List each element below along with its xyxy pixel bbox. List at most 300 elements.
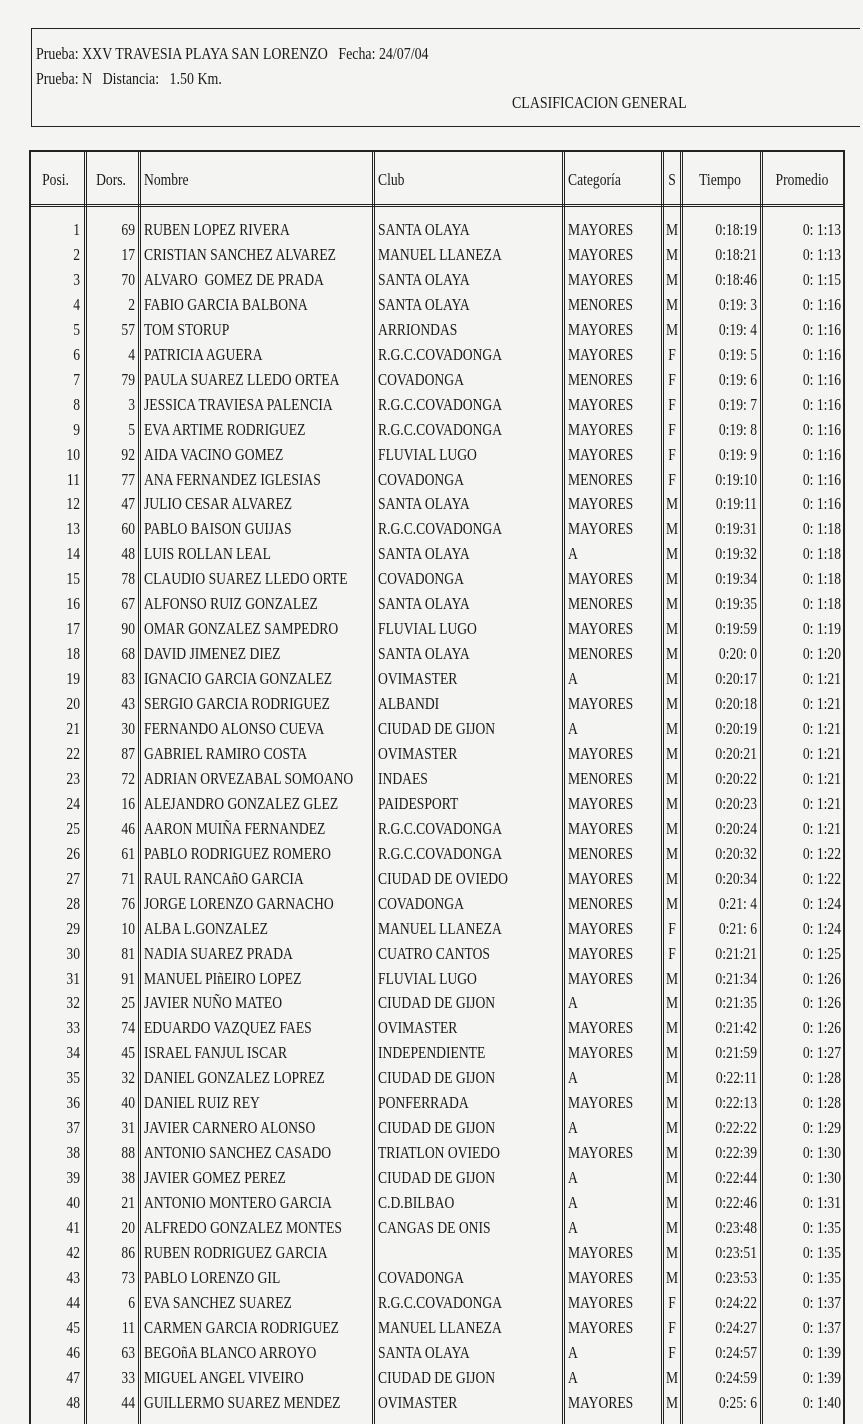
- col-tiempo: 0:19:32: [715, 544, 757, 563]
- col-tiempo: 0:20: 0: [718, 644, 757, 663]
- col-sexo: M: [665, 993, 679, 1012]
- col-nombre: EDUARDO VAZQUEZ FAES: [144, 1018, 312, 1037]
- col-dors: 86: [121, 1243, 135, 1262]
- col-club: CIUDAD DE GIJON: [378, 719, 496, 738]
- header-tiempo: Tiempo: [699, 170, 741, 189]
- col-tiempo: 0:23:53: [715, 1268, 757, 1287]
- col-promedio: 0: 1:26: [802, 1018, 841, 1037]
- col-nombre: PATRICIA AGUERA: [144, 345, 263, 364]
- col-tiempo: 0:22:39: [715, 1143, 757, 1162]
- col-posi: 36: [66, 1093, 80, 1112]
- header-dors: Dors.: [96, 170, 126, 189]
- col-tiempo: 0:24:27: [715, 1318, 757, 1337]
- col-nombre: ALFONSO RUIZ GONZALEZ: [144, 594, 318, 613]
- column-divider: [760, 152, 763, 1424]
- col-tiempo: 0:21: 6: [718, 919, 757, 938]
- col-nombre: MIGUEL ANGEL VIVEIRO: [144, 1368, 304, 1387]
- col-promedio: 0: 1:22: [802, 869, 841, 888]
- col-dors: 5: [128, 420, 135, 439]
- col-categoria: A: [568, 1168, 578, 1187]
- col-tiempo: 0:19:34: [715, 569, 757, 588]
- col-club: COVADONGA: [378, 1268, 464, 1287]
- col-dors: 21: [121, 1193, 135, 1212]
- col-sexo: M: [665, 1243, 679, 1262]
- col-promedio: 0: 1:21: [802, 819, 841, 838]
- col-dors: 45: [121, 1043, 135, 1062]
- col-club: SANTA OLAYA: [378, 220, 470, 239]
- col-tiempo: 0:19:59: [715, 619, 757, 638]
- col-promedio: 0: 1:30: [802, 1143, 841, 1162]
- col-sexo: F: [668, 1343, 676, 1362]
- col-sexo: M: [665, 1143, 679, 1162]
- col-club: R.G.C.COVADONGA: [378, 844, 503, 863]
- header-separator: [31, 204, 843, 207]
- col-posi: 16: [66, 594, 80, 613]
- col-tiempo: 0:18:21: [715, 245, 757, 264]
- col-club: CIUDAD DE GIJON: [378, 1168, 496, 1187]
- col-sexo: F: [668, 395, 676, 414]
- col-tiempo: 0:19: 5: [718, 345, 757, 364]
- col-posi: 11: [66, 470, 80, 489]
- col-dors: 43: [121, 694, 135, 713]
- col-nombre: GABRIEL RAMIRO COSTA: [144, 744, 308, 763]
- col-club: PAIDESPORT: [378, 794, 459, 813]
- col-nombre: CARMEN GARCIA RODRIGUEZ: [144, 1318, 339, 1337]
- col-nombre: CRISTIAN SANCHEZ ALVAREZ: [144, 245, 336, 264]
- col-dors: 73: [121, 1268, 135, 1287]
- col-posi: 5: [73, 320, 80, 339]
- race-info-line: Prueba: XXV TRAVESIA PLAYA SAN LORENZO Fecha: 24/07/04: [36, 44, 429, 63]
- col-dors: 46: [121, 819, 135, 838]
- col-dors: 40: [121, 1093, 135, 1112]
- col-categoria: MENORES: [568, 370, 633, 389]
- col-club: INDEPENDIENTE: [378, 1043, 486, 1062]
- col-tiempo: 0:22:22: [715, 1118, 757, 1137]
- col-tiempo: 0:20:24: [715, 819, 757, 838]
- col-sexo: M: [665, 295, 679, 314]
- col-categoria: MENORES: [568, 295, 633, 314]
- col-club: CIUDAD DE GIJON: [378, 1368, 496, 1387]
- col-promedio: 0: 1:20: [802, 644, 841, 663]
- col-categoria: A: [568, 719, 578, 738]
- col-dors: 10: [121, 919, 135, 938]
- col-posi: 30: [66, 944, 80, 963]
- col-tiempo: 0:24:22: [715, 1293, 757, 1312]
- col-club: SANTA OLAYA: [378, 594, 470, 613]
- col-club: SANTA OLAYA: [378, 295, 470, 314]
- col-sexo: F: [668, 1293, 676, 1312]
- col-promedio: 0: 1:31: [802, 1193, 841, 1212]
- col-dors: 90: [121, 619, 135, 638]
- col-categoria: MAYORES: [568, 969, 634, 988]
- col-promedio: 0: 1:21: [802, 719, 841, 738]
- col-nombre: ISRAEL FANJUL ISCAR: [144, 1043, 288, 1062]
- col-posi: 24: [66, 794, 80, 813]
- col-categoria: MENORES: [568, 470, 633, 489]
- col-categoria: MENORES: [568, 594, 633, 613]
- col-club: R.G.C.COVADONGA: [378, 345, 503, 364]
- col-nombre: ANTONIO MONTERO GARCIA: [144, 1193, 332, 1212]
- col-nombre: JORGE LORENZO GARNACHO: [144, 894, 334, 913]
- col-club: FLUVIAL LUGO: [378, 619, 477, 638]
- col-posi: 41: [66, 1218, 80, 1237]
- col-sexo: M: [665, 1068, 679, 1087]
- col-tiempo: 0:20:18: [715, 694, 757, 713]
- col-tiempo: 0:20:34: [715, 869, 757, 888]
- col-posi: 8: [73, 395, 80, 414]
- col-sexo: M: [665, 519, 679, 538]
- col-tiempo: 0:20:23: [715, 794, 757, 813]
- col-dors: 63: [121, 1343, 135, 1362]
- results-table: [29, 150, 845, 1424]
- col-dors: 92: [121, 445, 135, 464]
- col-categoria: A: [568, 1193, 578, 1212]
- col-categoria: A: [568, 669, 578, 688]
- col-promedio: 0: 1:13: [802, 245, 841, 264]
- col-promedio: 0: 1:28: [802, 1068, 841, 1087]
- col-dors: 88: [121, 1143, 135, 1162]
- col-club: SANTA OLAYA: [378, 494, 470, 513]
- col-sexo: F: [668, 919, 676, 938]
- col-nombre: JAVIER NUÑO MATEO: [144, 993, 283, 1012]
- col-sexo: M: [665, 1393, 679, 1412]
- col-dors: 17: [121, 245, 135, 264]
- col-sexo: M: [665, 320, 679, 339]
- col-club: R.G.C.COVADONGA: [378, 819, 503, 838]
- col-club: CANGAS DE ONIS: [378, 1218, 491, 1237]
- header-categoria: Categoría: [568, 170, 621, 189]
- col-posi: 15: [66, 569, 80, 588]
- col-categoria: MAYORES: [568, 794, 634, 813]
- col-nombre: ALFREDO GONZALEZ MONTES: [144, 1218, 342, 1237]
- col-dors: 78: [121, 569, 135, 588]
- col-posi: 29: [66, 919, 80, 938]
- col-club: R.G.C.COVADONGA: [378, 519, 503, 538]
- col-sexo: M: [665, 569, 679, 588]
- col-categoria: MAYORES: [568, 944, 634, 963]
- col-sexo: M: [665, 1368, 679, 1387]
- col-dors: 11: [121, 1318, 135, 1337]
- col-posi: 32: [66, 993, 80, 1012]
- col-tiempo: 0:19:10: [715, 470, 757, 489]
- col-club: PONFERRADA: [378, 1093, 469, 1112]
- column-divider: [84, 152, 87, 1424]
- col-posi: 14: [66, 544, 80, 563]
- col-tiempo: 0:24:57: [715, 1343, 757, 1362]
- col-categoria: A: [568, 1218, 578, 1237]
- col-dors: 16: [121, 794, 135, 813]
- col-tiempo: 0:21:35: [715, 993, 757, 1012]
- col-categoria: A: [568, 1368, 578, 1387]
- col-sexo: F: [668, 470, 676, 489]
- col-promedio: 0: 1:37: [802, 1293, 841, 1312]
- col-posi: 37: [66, 1118, 80, 1137]
- col-sexo: M: [665, 844, 679, 863]
- col-club: SANTA OLAYA: [378, 1343, 470, 1362]
- col-posi: 12: [66, 494, 80, 513]
- col-tiempo: 0:19: 8: [718, 420, 757, 439]
- col-promedio: 0: 1:21: [802, 694, 841, 713]
- col-categoria: A: [568, 1343, 578, 1362]
- header-s: S: [668, 170, 676, 189]
- col-posi: 38: [66, 1143, 80, 1162]
- col-tiempo: 0:18:19: [715, 220, 757, 239]
- col-dors: 69: [121, 220, 135, 239]
- col-club: CIUDAD DE GIJON: [378, 1068, 496, 1087]
- col-nombre: ALBA L.GONZALEZ: [144, 919, 268, 938]
- col-sexo: M: [665, 220, 679, 239]
- col-posi: 25: [66, 819, 80, 838]
- col-posi: 4: [73, 295, 80, 314]
- col-dors: 32: [121, 1068, 135, 1087]
- col-posi: 19: [66, 669, 80, 688]
- col-posi: 10: [66, 445, 80, 464]
- col-posi: 9: [73, 420, 80, 439]
- col-posi: 2: [73, 245, 80, 264]
- col-sexo: M: [665, 245, 679, 264]
- col-categoria: MAYORES: [568, 345, 634, 364]
- col-nombre: PABLO RODRIGUEZ ROMERO: [144, 844, 331, 863]
- col-nombre: ALEJANDRO GONZALEZ GLEZ: [144, 794, 339, 813]
- col-nombre: EVA ARTIME RODRIGUEZ: [144, 420, 306, 439]
- col-sexo: M: [665, 494, 679, 513]
- col-promedio: 0: 1:16: [802, 470, 841, 489]
- col-dors: 33: [121, 1368, 135, 1387]
- col-club: CIUDAD DE GIJON: [378, 993, 496, 1012]
- col-promedio: 0: 1:16: [802, 420, 841, 439]
- col-dors: 91: [121, 969, 135, 988]
- col-promedio: 0: 1:18: [802, 519, 841, 538]
- col-posi: 34: [66, 1043, 80, 1062]
- col-nombre: AARON MUIÑA FERNANDEZ: [144, 819, 326, 838]
- col-promedio: 0: 1:16: [802, 494, 841, 513]
- col-posi: 43: [66, 1268, 80, 1287]
- header-posi: Posi.: [42, 170, 69, 189]
- column-divider: [661, 152, 664, 1424]
- col-nombre: RUBEN RODRIGUEZ GARCIA: [144, 1243, 328, 1262]
- col-nombre: DANIEL GONZALEZ LOPREZ: [144, 1068, 325, 1087]
- col-club: R.G.C.COVADONGA: [378, 420, 503, 439]
- col-promedio: 0: 1:16: [802, 445, 841, 464]
- col-tiempo: 0:25: 6: [718, 1393, 757, 1412]
- col-club: COVADONGA: [378, 470, 464, 489]
- header-promedio: Promedio: [775, 170, 829, 189]
- col-categoria: MAYORES: [568, 1143, 634, 1162]
- col-sexo: M: [665, 1268, 679, 1287]
- col-sexo: M: [665, 769, 679, 788]
- col-sexo: F: [668, 445, 676, 464]
- col-sexo: M: [665, 270, 679, 289]
- col-promedio: 0: 1:35: [802, 1268, 841, 1287]
- col-categoria: A: [568, 544, 578, 563]
- header-nombre: Nombre: [144, 170, 189, 189]
- col-tiempo: 0:20:21: [715, 744, 757, 763]
- col-promedio: 0: 1:16: [802, 370, 841, 389]
- col-nombre: SERGIO GARCIA RODRIGUEZ: [144, 694, 330, 713]
- col-club: MANUEL LLANEZA: [378, 1318, 502, 1337]
- col-tiempo: 0:19: 6: [718, 370, 757, 389]
- col-nombre: OMAR GONZALEZ SAMPEDRO: [144, 619, 339, 638]
- col-categoria: A: [568, 1118, 578, 1137]
- col-tiempo: 0:23:48: [715, 1218, 757, 1237]
- col-promedio: 0: 1:16: [802, 395, 841, 414]
- col-tiempo: 0:21:34: [715, 969, 757, 988]
- col-promedio: 0: 1:16: [802, 345, 841, 364]
- col-tiempo: 0:23:51: [715, 1243, 757, 1262]
- col-sexo: F: [668, 1318, 676, 1337]
- col-posi: 48: [66, 1393, 80, 1412]
- col-categoria: MENORES: [568, 644, 633, 663]
- col-nombre: PABLO LORENZO GIL: [144, 1268, 281, 1287]
- col-promedio: 0: 1:21: [802, 794, 841, 813]
- col-dors: 67: [121, 594, 135, 613]
- col-posi: 40: [66, 1193, 80, 1212]
- col-categoria: MAYORES: [568, 1293, 634, 1312]
- col-club: COVADONGA: [378, 894, 464, 913]
- col-promedio: 0: 1:18: [802, 544, 841, 563]
- col-dors: 68: [121, 644, 135, 663]
- col-sexo: M: [665, 719, 679, 738]
- col-dors: 76: [121, 894, 135, 913]
- col-nombre: JAVIER CARNERO ALONSO: [144, 1118, 316, 1137]
- col-categoria: MAYORES: [568, 1318, 634, 1337]
- col-promedio: 0: 1:39: [802, 1343, 841, 1362]
- col-dors: 77: [121, 470, 135, 489]
- col-dors: 44: [121, 1393, 135, 1412]
- col-sexo: M: [665, 619, 679, 638]
- col-promedio: 0: 1:16: [802, 295, 841, 314]
- col-categoria: MAYORES: [568, 420, 634, 439]
- col-dors: 6: [128, 1293, 135, 1312]
- col-categoria: MAYORES: [568, 1243, 634, 1262]
- col-posi: 17: [66, 619, 80, 638]
- col-nombre: ANA FERNANDEZ IGLESIAS: [144, 470, 321, 489]
- col-promedio: 0: 1:21: [802, 744, 841, 763]
- col-dors: 31: [121, 1118, 135, 1137]
- col-categoria: MENORES: [568, 894, 633, 913]
- col-tiempo: 0:21:59: [715, 1043, 757, 1062]
- col-nombre: JESSICA TRAVIESA PALENCIA: [144, 395, 333, 414]
- col-promedio: 0: 1:30: [802, 1168, 841, 1187]
- col-tiempo: 0:21:42: [715, 1018, 757, 1037]
- col-categoria: MAYORES: [568, 270, 634, 289]
- col-promedio: 0: 1:25: [802, 944, 841, 963]
- distance-line: Prueba: N Distancia: 1.50 Km.: [36, 69, 222, 88]
- col-sexo: M: [665, 544, 679, 563]
- col-nombre: ADRIAN ORVEZABAL SOMOANO: [144, 769, 354, 788]
- classification-title: CLASIFICACION GENERAL: [512, 93, 687, 112]
- col-club: MANUEL LLANEZA: [378, 245, 502, 264]
- col-posi: 6: [73, 345, 80, 364]
- col-sexo: M: [665, 1093, 679, 1112]
- col-categoria: MAYORES: [568, 619, 634, 638]
- col-promedio: 0: 1:19: [802, 619, 841, 638]
- col-promedio: 0: 1:21: [802, 769, 841, 788]
- col-categoria: MAYORES: [568, 1093, 634, 1112]
- col-nombre: NADIA SUAREZ PRADA: [144, 944, 293, 963]
- col-tiempo: 0:19: 9: [718, 445, 757, 464]
- col-posi: 27: [66, 869, 80, 888]
- col-promedio: 0: 1:26: [802, 993, 841, 1012]
- col-nombre: GUILLERMO SUAREZ MENDEZ: [144, 1393, 341, 1412]
- col-sexo: M: [665, 694, 679, 713]
- col-tiempo: 0:22:13: [715, 1093, 757, 1112]
- col-nombre: PAULA SUAREZ LLEDO ORTEA: [144, 370, 340, 389]
- col-nombre: FABIO GARCIA BALBONA: [144, 295, 308, 314]
- col-club: CIUDAD DE OVIEDO: [378, 869, 508, 888]
- col-dors: 30: [121, 719, 135, 738]
- col-promedio: 0: 1:15: [802, 270, 841, 289]
- col-promedio: 0: 1:18: [802, 569, 841, 588]
- col-dors: 20: [121, 1218, 135, 1237]
- col-posi: 46: [66, 1343, 80, 1362]
- col-dors: 71: [121, 869, 135, 888]
- col-nombre: PABLO BAISON GUIJAS: [144, 519, 292, 538]
- col-dors: 87: [121, 744, 135, 763]
- col-sexo: F: [668, 944, 676, 963]
- column-divider: [562, 152, 565, 1424]
- col-sexo: M: [665, 869, 679, 888]
- col-dors: 57: [121, 320, 135, 339]
- col-club: CUATRO CANTOS: [378, 944, 490, 963]
- col-sexo: M: [665, 594, 679, 613]
- col-categoria: MAYORES: [568, 494, 634, 513]
- col-dors: 25: [121, 993, 135, 1012]
- col-promedio: 0: 1:24: [802, 919, 841, 938]
- col-sexo: M: [665, 1218, 679, 1237]
- col-tiempo: 0:20:22: [715, 769, 757, 788]
- col-categoria: MAYORES: [568, 919, 634, 938]
- col-nombre: LUIS ROLLAN LEAL: [144, 544, 271, 563]
- col-promedio: 0: 1:29: [802, 1118, 841, 1137]
- col-promedio: 0: 1:16: [802, 320, 841, 339]
- col-categoria: A: [568, 993, 578, 1012]
- col-posi: 13: [66, 519, 80, 538]
- col-posi: 35: [66, 1068, 80, 1087]
- col-sexo: M: [665, 819, 679, 838]
- col-categoria: A: [568, 1068, 578, 1087]
- col-promedio: 0: 1:40: [802, 1393, 841, 1412]
- col-club: OVIMASTER: [378, 1393, 458, 1412]
- col-nombre: ALVARO GOMEZ DE PRADA: [144, 270, 324, 289]
- col-posi: 31: [66, 969, 80, 988]
- col-nombre: CLAUDIO SUAREZ LLEDO ORTE: [144, 569, 348, 588]
- col-categoria: MAYORES: [568, 519, 634, 538]
- col-categoria: MENORES: [568, 769, 633, 788]
- col-tiempo: 0:21:21: [715, 944, 757, 963]
- col-promedio: 0: 1:35: [802, 1218, 841, 1237]
- col-categoria: MAYORES: [568, 744, 634, 763]
- column-divider: [372, 152, 375, 1424]
- col-tiempo: 0:22:11: [715, 1068, 757, 1087]
- header-club: Club: [378, 170, 405, 189]
- col-categoria: MAYORES: [568, 869, 634, 888]
- col-posi: 47: [66, 1368, 80, 1387]
- col-sexo: F: [668, 345, 676, 364]
- col-promedio: 0: 1:13: [802, 220, 841, 239]
- col-promedio: 0: 1:18: [802, 594, 841, 613]
- col-dors: 60: [121, 519, 135, 538]
- col-club: OVIMASTER: [378, 1018, 458, 1037]
- col-promedio: 0: 1:37: [802, 1318, 841, 1337]
- col-categoria: MENORES: [568, 844, 633, 863]
- col-club: COVADONGA: [378, 569, 464, 588]
- col-tiempo: 0:22:46: [715, 1193, 757, 1212]
- column-divider: [680, 152, 683, 1424]
- col-posi: 3: [73, 270, 80, 289]
- col-dors: 3: [128, 395, 135, 414]
- col-nombre: JAVIER GOMEZ PEREZ: [144, 1168, 286, 1187]
